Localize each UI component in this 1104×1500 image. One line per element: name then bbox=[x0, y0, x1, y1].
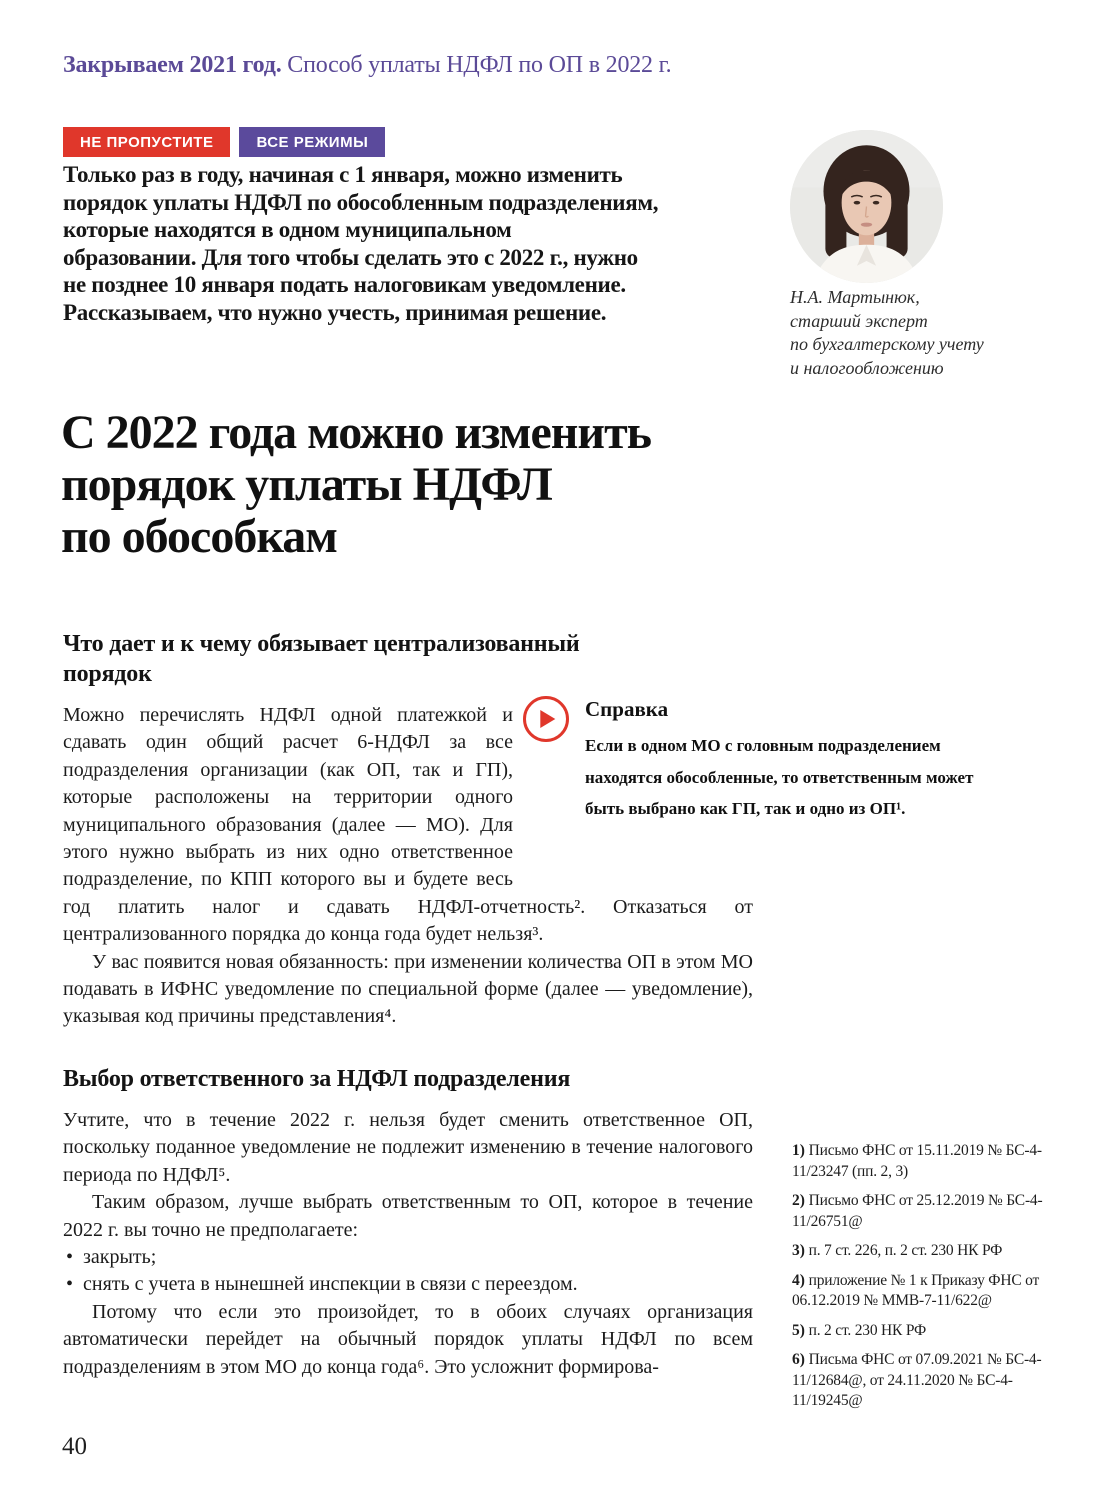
badges-row bbox=[63, 127, 385, 157]
kicker bbox=[63, 52, 671, 79]
spravka-content bbox=[585, 696, 1010, 825]
lead-line: которые находятся в одном муниципальном bbox=[63, 217, 512, 242]
badge-vse-rezhimy: ВСЕ РЕЖИМЫ bbox=[239, 127, 385, 157]
footnote-item bbox=[792, 1350, 1060, 1412]
kicker-issue: Закрываем 2021 год. bbox=[63, 52, 282, 78]
kicker-topic: Способ уплаты НДФЛ по ОП в 2022 г. bbox=[281, 52, 672, 78]
section2-body bbox=[63, 1107, 753, 1381]
author-caption bbox=[790, 286, 1040, 380]
headline-line: С 2022 года можно изменить bbox=[61, 406, 652, 459]
section2-heading: Выбор ответственного за НДФЛ подразделения bbox=[63, 1066, 571, 1092]
lead-line: Только раз в году, начиная с 1 января, можно изменить bbox=[63, 162, 623, 187]
author-name: Н.А. Мартынюк, bbox=[790, 287, 920, 307]
spravka-title: Справка bbox=[585, 697, 669, 721]
headline-line: порядок уплаты НДФЛ bbox=[61, 458, 552, 511]
body-paragraph: Таким образом, лучше выбрать ответственным то ОП, которое в течение 2022 г. вы точно не предполагаете: bbox=[63, 1191, 753, 1241]
bullet-marker: • bbox=[66, 1246, 74, 1269]
footnote-item bbox=[792, 1241, 1060, 1262]
footnote-item bbox=[792, 1321, 1060, 1342]
author-photo bbox=[790, 130, 943, 283]
footnote-number: 1) bbox=[792, 1142, 805, 1159]
bullet-text: закрыть; bbox=[83, 1246, 157, 1269]
body-paragraph: У вас появится новая обязанность: при изменении количества ОП в этом МО подавать в ИФНС уведомление по специальной форме (далее — уведомление), указывая код причины представления⁴. bbox=[63, 950, 753, 1028]
footnote-item bbox=[792, 1141, 1060, 1182]
bullet-item bbox=[63, 1271, 753, 1298]
footnote-item bbox=[792, 1191, 1060, 1232]
lead-line: порядок уплаты НДФЛ по обособленным подразделениям, bbox=[63, 189, 659, 215]
lead-line: образовании. Для того чтобы сделать это с 2022 г., нужно bbox=[63, 244, 638, 270]
footnote-text: Письмо ФНС от 15.11.2019 № БС-4-11/23247 (пп. 2, 3) bbox=[792, 1142, 1042, 1180]
page-number: 40 bbox=[62, 1433, 87, 1460]
footnote-number: 3) bbox=[792, 1242, 805, 1259]
author-role-line: и налогообложению bbox=[790, 357, 944, 378]
footnotes-sidebar bbox=[792, 1141, 1060, 1421]
author-portrait-illustration bbox=[790, 130, 943, 283]
spravka-body-text: Если в одном МО с головным подразделением находятся обособленные, то ответственным может быть выбрано как ГП, так и одно из ОП¹. bbox=[585, 736, 974, 818]
lead-line: не позднее 10 января подать налоговикам уведомление. bbox=[63, 272, 626, 297]
section1-heading: Что дает и к чему обязывает централизованный порядок bbox=[63, 631, 580, 687]
footnote-number: 4) bbox=[792, 1271, 805, 1289]
author-role-line: старший эксперт bbox=[790, 310, 928, 331]
spravka-play-icon bbox=[523, 696, 569, 742]
footnote-item bbox=[792, 1271, 1060, 1312]
footnote-text: п. 7 ст. 226, п. 2 ст. 230 НК РФ bbox=[808, 1242, 1003, 1259]
bullet-item bbox=[63, 1244, 753, 1271]
body-paragraph: Учтите, что в течение 2022 г. нельзя будет сменить ответственное ОП, поскольку поданное уведомление не подлежит изменению в течение налогового периода по НДФЛ⁵. bbox=[63, 1109, 753, 1186]
footnote-text: Письма ФНС от 07.09.2021 № БС-4-11/12684@, от 24.11.2020 № БС-4-11/19245@ bbox=[792, 1351, 1042, 1409]
section1-body bbox=[63, 697, 974, 1031]
footnote-text: п. 2 ст. 230 НК РФ bbox=[808, 1321, 927, 1339]
author-role-line: по бухгалтерскому учету bbox=[790, 334, 984, 354]
article-headline bbox=[61, 407, 651, 563]
footnote-text: приложение № 1 к Приказу ФНС от 06.12.2019 № ММВ-7-11/622@ bbox=[792, 1271, 1040, 1309]
body-paragraph: Потому что если это произойдет, то в обоих случаях организация автоматически перейдет на обычный порядок уплаты НДФЛ по всем подразделениям в этом МО до конца года⁶. Это усложнит формирова- bbox=[63, 1300, 753, 1378]
lead-line: Рассказываем, что нужно учесть, принимая решение. bbox=[63, 299, 607, 325]
lead-paragraph bbox=[63, 161, 658, 326]
footnote-number: 2) bbox=[792, 1192, 805, 1209]
footnote-number: 6) bbox=[792, 1351, 805, 1368]
play-triangle-icon bbox=[540, 710, 555, 728]
bullet-marker: • bbox=[66, 1273, 74, 1296]
bullet-text: снять с учета в нынешней инспекции в связи с переездом. bbox=[83, 1273, 578, 1296]
badge-ne-propustite: НЕ ПРОПУСТИТЕ bbox=[63, 127, 230, 157]
headline-line: по обособкам bbox=[61, 510, 337, 563]
footnote-number: 5) bbox=[792, 1321, 805, 1339]
spravka-callout bbox=[523, 696, 1023, 825]
body-paragraph: Можно перечислять НДФЛ одной платежкой и сдавать один общий расчет 6-НДФЛ за все подразделения организации (как ОП, так и ГП), которые расположены на территории одного муниципального образования (далее — МО). Для этого нужно выбрать из них одно ответственное подразделение, по КПП которого вы и будете весь год платить налог и сдавать НДФЛ-отчетность². Отказаться от централизованного порядка до конца года будет нельзя³. bbox=[63, 704, 753, 946]
footnote-text: Письмо ФНС от 25.12.2019 № БС-4-11/26751@ bbox=[792, 1192, 1043, 1230]
